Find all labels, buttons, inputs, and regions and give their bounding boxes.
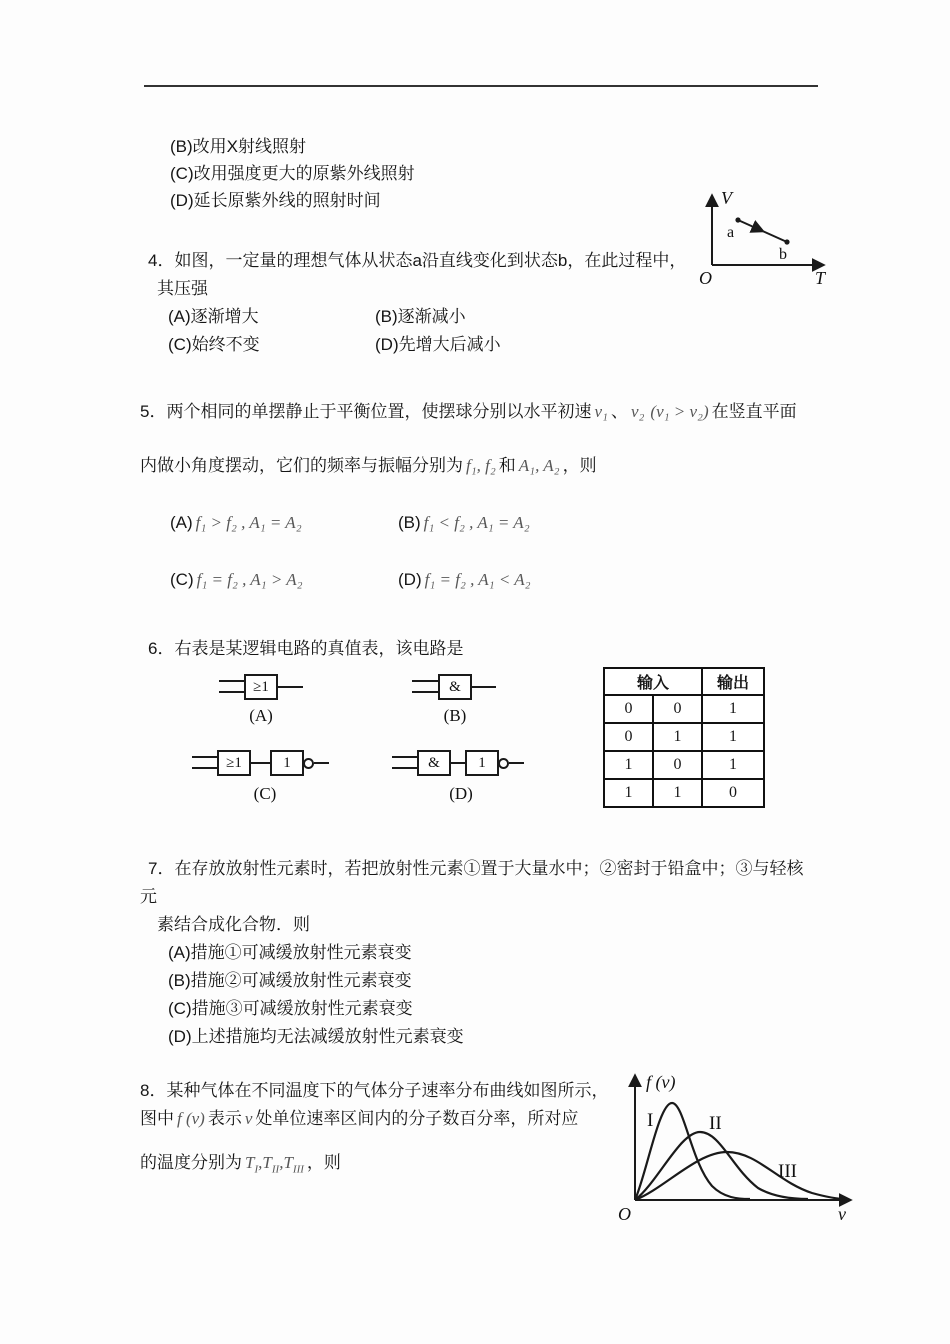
q4-stem-line1: 4．如图，一定量的理想气体从状态a沿直线变化到状态b，在此过程中， xyxy=(148,251,687,270)
q8-stem-line2 xyxy=(140,1108,578,1129)
q6-stem: 6．右表是某逻辑电路的真值表，该电路是 xyxy=(148,639,464,658)
or-gate-box: ≥1 xyxy=(244,674,278,700)
gate-c-input-wire-2 xyxy=(192,767,217,769)
q5-math-a12: A₁, A₂ xyxy=(518,456,560,475)
q8-stem2-text-mid: 表示 xyxy=(207,1109,242,1128)
gate-c-connector-wire xyxy=(251,762,270,764)
q5-option-a-label: (A) xyxy=(170,513,193,532)
fv-curve-3 xyxy=(635,1152,846,1200)
gate-c-or-box: ≥1 xyxy=(217,750,251,776)
q4-stem-line2: 其压强 xyxy=(157,279,208,298)
gate-b-output-wire xyxy=(472,686,496,688)
q5-option-b-label: (B) xyxy=(398,513,421,532)
vt-v-axis-label: V xyxy=(721,188,732,208)
q5-stem2-text: 内做小角度摆动，它们的频率与振幅分别为 xyxy=(140,456,463,475)
gate-a-input-wire-2 xyxy=(219,691,244,693)
q5-option-c-formula: f₁ = f₂ , A₁ > A₂ xyxy=(196,570,303,589)
truth-cell: 1 xyxy=(604,751,653,779)
q5-option-d-label: (D) xyxy=(398,570,422,589)
truth-table-row xyxy=(604,779,764,807)
q8-stem-line3 xyxy=(140,1152,341,1180)
q8-stem2-text: 图中 xyxy=(140,1109,174,1128)
gate-c-output-wire xyxy=(314,762,329,764)
truth-table-input-header: 输入 xyxy=(604,668,702,695)
gate-d-inverter-circle xyxy=(498,758,509,769)
gate-a-output-wire xyxy=(278,686,303,688)
vt-point-b-label: b xyxy=(779,246,787,263)
q4-option-c: (C)始终不变 xyxy=(168,335,260,354)
vt-origin-label: O xyxy=(699,268,712,288)
truth-table-row xyxy=(604,723,764,751)
q4-option-d: (D)先增大后减小 xyxy=(375,335,501,354)
q8-t1: T xyxy=(245,1153,255,1172)
q3-option-b: (B)改用X射线照射 xyxy=(170,137,306,156)
q5-option-d xyxy=(398,569,534,590)
q7-stem-line2: 元 xyxy=(140,887,157,906)
truth-cell: 1 xyxy=(604,779,653,807)
q3-option-c: (C)改用强度更大的原紫外线照射 xyxy=(170,164,415,183)
q5-math-v2: v₂ xyxy=(630,402,645,421)
q5-he-text: 和 xyxy=(498,456,516,475)
q5-option-a-formula: f₁ > f₂ , A₁ = A₂ xyxy=(195,513,302,532)
truth-cell: 1 xyxy=(653,723,702,751)
q7-option-b: (B)措施②可减缓放射性元素衰变 xyxy=(168,971,412,990)
page-divider-rule xyxy=(144,85,818,87)
vt-process-line xyxy=(738,220,787,242)
q5-option-a xyxy=(170,512,305,533)
truth-table-row xyxy=(604,751,764,779)
q3-option-d: (D)延长原紫外线的照射时间 xyxy=(170,191,381,210)
q8-math-temperatures xyxy=(242,1153,307,1176)
fv-x-axis-label: v xyxy=(838,1204,846,1224)
truth-cell: 1 xyxy=(702,751,764,779)
gate-d-connector-wire xyxy=(451,762,465,764)
q5-math-condition: (v₁ > v₂) xyxy=(650,402,709,421)
q7-stem-line3: 素结合成化合物．则 xyxy=(157,915,310,934)
gate-d-label: (D) xyxy=(449,784,473,803)
q5-option-b xyxy=(398,512,533,533)
gate-a-label: (A) xyxy=(249,706,273,725)
q5-option-c xyxy=(170,569,306,590)
vt-point-a-label: a xyxy=(727,224,735,241)
gate-d-input-wire-2 xyxy=(392,767,417,769)
q8-stem2-text-end: 处单位速率区间内的分子数百分率，所对应 xyxy=(255,1109,579,1128)
q8-t2-sub: II xyxy=(271,1163,280,1176)
vt-t-axis-label: T xyxy=(815,268,826,288)
truth-cell: 1 xyxy=(653,779,702,807)
q5-option-d-formula: f₁ = f₂ , A₁ < A₂ xyxy=(424,570,531,589)
q8-stem3-text: 的温度分别为 xyxy=(140,1153,242,1172)
gate-a-input-wire-1 xyxy=(219,680,244,682)
gate-d-and-box: & xyxy=(417,750,451,776)
q8-math-v: v xyxy=(244,1109,253,1128)
gate-d-output-wire xyxy=(509,762,524,764)
q8-sep1: , xyxy=(258,1153,263,1172)
q5-stem1-text: 5．两个相同的单摆静止于平衡位置，使摆球分别以水平初速 xyxy=(140,402,592,421)
truth-cell: 1 xyxy=(702,723,764,751)
gate-b-input-wire-2 xyxy=(412,691,438,693)
truth-table-row xyxy=(604,695,764,723)
q7-stem-line1: 7．在存放放射性元素时，若把放射性元素①置于大量水中；②密封于铅盒中；③与轻核 xyxy=(148,859,804,878)
vt-graph xyxy=(683,174,843,292)
q4-option-b: (B)逐渐减小 xyxy=(375,307,466,326)
q8-t3-sub: III xyxy=(292,1163,304,1176)
q8-stem-line1: 8．某种气体在不同温度下的气体分子速率分布曲线如图所示， xyxy=(140,1081,609,1100)
q5-math-f12: f₁, f₂ xyxy=(466,456,496,475)
and-gate-box: & xyxy=(438,674,472,700)
fv-curve-1-label: I xyxy=(647,1110,654,1131)
gate-c-not-box: 1 xyxy=(270,750,304,776)
q7-option-d: (D)上述措施均无法减缓放射性元素衰变 xyxy=(168,1027,464,1046)
fv-origin-label: O xyxy=(618,1204,631,1224)
truth-cell: 0 xyxy=(604,695,653,723)
q8-stem3-text-end: ，则 xyxy=(306,1153,341,1172)
q7-option-a: (A)措施①可减缓放射性元素衰变 xyxy=(168,943,412,962)
q5-stem1-text-end: 在竖直平面 xyxy=(711,402,797,421)
truth-cell: 0 xyxy=(653,751,702,779)
truth-table-output-header: 输出 xyxy=(702,668,764,695)
gate-d-not-box: 1 xyxy=(465,750,499,776)
truth-cell: 1 xyxy=(702,695,764,723)
q5-stem-line2 xyxy=(140,455,597,476)
gate-c-label: (C) xyxy=(253,784,277,803)
fv-curve-3-label: III xyxy=(778,1161,797,1182)
fv-graph xyxy=(610,1058,885,1236)
q7-option-c: (C)措施③可减缓放射性元素衰变 xyxy=(168,999,413,1018)
truth-cell: 0 xyxy=(653,695,702,723)
q5-dunhao: 、 xyxy=(610,402,628,421)
q5-option-b-formula: f₁ < f₂ , A₁ = A₂ xyxy=(423,513,530,532)
gate-b-label: (B) xyxy=(443,706,467,725)
gate-d-input-wire-1 xyxy=(392,756,417,758)
q8-t2: T xyxy=(262,1153,272,1172)
gate-c-input-wire-1 xyxy=(192,756,217,758)
q8-sep2: , xyxy=(279,1153,284,1172)
q4-option-a: (A)逐渐增大 xyxy=(168,307,259,326)
q8-t3: T xyxy=(283,1153,293,1172)
gate-b-input-wire-1 xyxy=(412,680,438,682)
q8-t1-sub: I xyxy=(254,1163,259,1176)
truth-table xyxy=(603,667,765,808)
truth-cell: 0 xyxy=(702,779,764,807)
fv-y-axis-label: f (v) xyxy=(646,1072,676,1092)
truth-cell: 0 xyxy=(604,723,653,751)
fv-curve-2-label: II xyxy=(709,1113,722,1134)
q5-stem-line1 xyxy=(140,401,797,422)
q8-math-fv: f (v) xyxy=(177,1109,205,1128)
q5-math-v1: v₁ xyxy=(594,402,608,421)
truth-table-header-row xyxy=(604,668,764,695)
q5-stem2-text-end: ，则 xyxy=(562,456,597,475)
q5-option-c-label: (C) xyxy=(170,570,194,589)
gate-c-inverter-circle xyxy=(303,758,314,769)
